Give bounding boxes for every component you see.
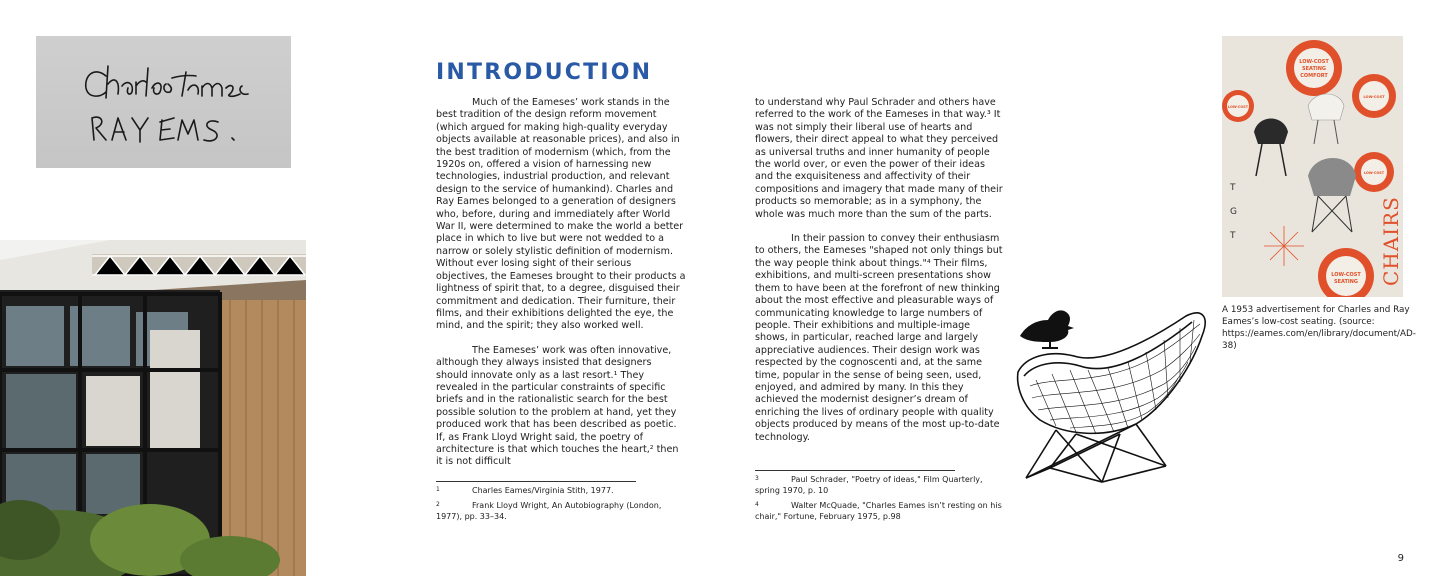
footnote-number: 4	[755, 501, 759, 508]
sunburst-badge	[1286, 40, 1342, 96]
footnote-number: 3	[755, 475, 759, 482]
footnote-text: Walter McQuade, "Charles Eames isn’t resting on his chair," Fortune, February 1975, p.98	[755, 501, 1002, 521]
page-title: INTRODUCTION	[436, 60, 653, 85]
bird-icon	[1020, 310, 1074, 348]
svg-text:SEATING: SEATING	[1301, 66, 1327, 72]
footnote-number: 1	[436, 486, 440, 493]
paragraph: to understand why Paul Schrader and others have referred to the work of the Eameses in that way.³ It was not simply their liberal use of hearts and flowers, their direct appeal to what they perceived as universal truths and inner humanity of people the world over, or even the power of their ideas and the exquisiteness and affectivity of their compositions and imagery that made many of their products so memorable; as in a symphony, the whole was much more than the sum of the parts.	[755, 97, 1003, 220]
svg-text:LOW-COST: LOW-COST	[1363, 95, 1385, 99]
svg-text:CHAIRS: CHAIRS	[1379, 196, 1403, 286]
footnote-divider	[755, 470, 955, 471]
footnote	[436, 484, 686, 496]
footnotes-left	[436, 484, 686, 525]
signature-drawing	[36, 36, 291, 168]
paragraph: Much of the Eameses’ work stands in the best tradition of the design reform movement (which argued for making high-quality everyday objects available at reasonable prices), and also in the best tradition of modernism (which, from the 1920s on, offered a vision of harnessing new technologies, industrial production, and relevant design to the service of humankind). Charles and Ray Eames belonged to a generation of designers who, before, during and immediately after World War II, were determined to make the world a better place in which to live but were not wedded to a narrow or solely stylistic definition of modernism. Without ever losing sight of their serious objectives, the Eameses brought to their products a lightness of spirit that, to a degree, disguised their commitment and dedication. Their furniture, their films, and their exhibitions delighted the eye, the mind, and the spirit; they also worked well.	[436, 97, 686, 332]
footnote	[755, 473, 1005, 496]
footnote-text: Charles Eames/Virginia Stith, 1977.	[472, 486, 614, 495]
image-caption: A 1953 advertisement for Charles and Ray Eames’s low-cost seating. (source: https://eames.com/en/library/document/AD-38)	[1222, 305, 1416, 351]
svg-text:LOW-COST: LOW-COST	[1363, 171, 1385, 175]
sunburst-badge	[1222, 90, 1254, 122]
svg-text:G: G	[1230, 207, 1237, 217]
footnote-text: Frank Lloyd Wright, An Autobiography (London, 1977), pp. 33–34.	[436, 501, 662, 521]
footnote-number: 2	[436, 501, 440, 508]
svg-text:SEATING: SEATING	[1333, 279, 1359, 285]
svg-text:COMFORT: COMFORT	[1300, 73, 1328, 79]
svg-text:LOW-COST: LOW-COST	[1331, 272, 1361, 278]
svg-text:LOW-COST: LOW-COST	[1227, 105, 1249, 109]
svg-text:T: T	[1230, 231, 1236, 241]
footnote	[436, 499, 686, 522]
wire-chair-illustration	[1016, 306, 1212, 484]
paragraph: The Eameses’ work was often innovative, although they always insisted that designers should innovate only as a last resort.¹ They revealed in the particular constraints of specific briefs and in the rationalistic search for the best possible solution to the problem at hand, yet they produced work that has been described as poetic. If, as Frank Lloyd Wright said, the poetry of architecture is that which touches the heart,² then it is not difficult	[436, 344, 679, 468]
svg-text:T: T	[1230, 183, 1236, 193]
page-number: 9	[1397, 553, 1404, 564]
footnote	[755, 499, 1005, 522]
body-column-right	[755, 97, 1005, 456]
svg-text:LOW-COST: LOW-COST	[1299, 59, 1329, 65]
footnote-text: Paul Schrader, "Poetry of ideas," Film Quarterly, spring 1970, p. 10	[755, 475, 983, 495]
body-column-left	[436, 97, 686, 481]
footnote-divider	[436, 481, 636, 482]
paragraph: In their passion to convey their enthusiasm to others, the Eameses "shaped not only things but the way people think about things."⁴ Their films, exhibitions, and multi-screen presentations show them to have been at the forefront of new thinking about the most effective and pleasurable ways of communicating knowledge to large numbers of people. Their exhibitions and multiple-image shows, in particular, reached large and largely appreciative audiences. Their design work was respected by the cognoscenti and, at the same time, popular in the sense of being seen, used, enjoyed, and admired by many. In this they achieved the modernist designer’s dream of enriching the lives of ordinary people with quality objects produced by means of the most up-to-date technology.	[755, 233, 1003, 443]
footnotes-right	[755, 473, 1005, 525]
signature-image	[36, 36, 291, 168]
eames-house-photo	[0, 240, 306, 576]
seating-advertisement-image	[1222, 36, 1403, 297]
